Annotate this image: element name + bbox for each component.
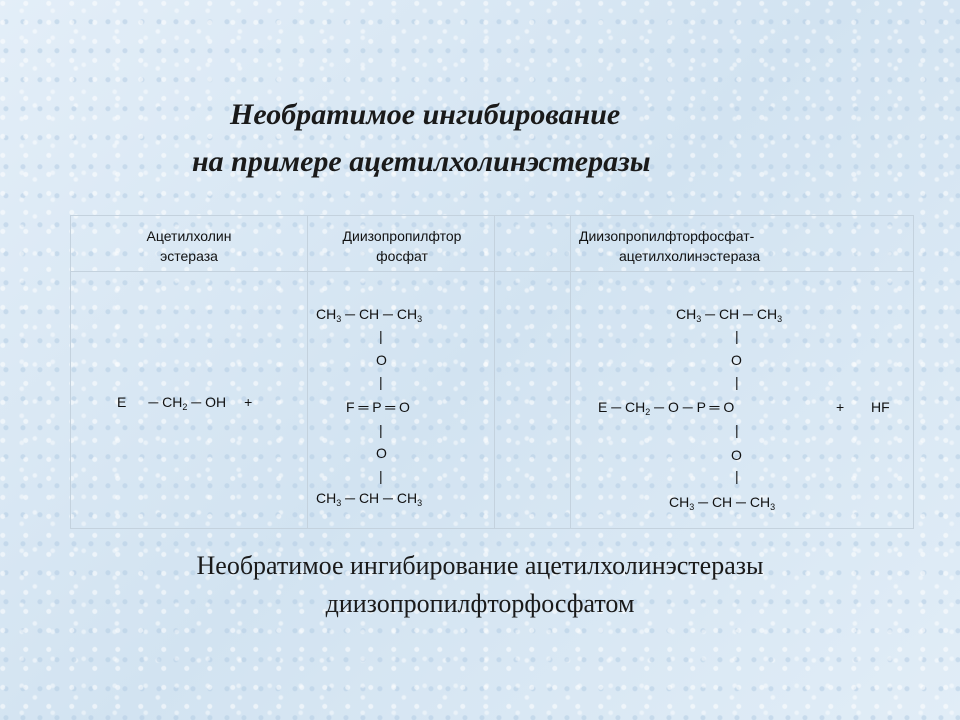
header-product-line-1: Диизопропилфторфосфат- <box>579 228 755 244</box>
ch3-text: CH <box>316 490 337 506</box>
bond: | <box>735 374 739 390</box>
ch-text: ─ CH ─ CH <box>341 306 418 322</box>
ch3-text: CH <box>316 306 337 322</box>
product-bottom-isopropyl <box>669 494 775 510</box>
enzyme-ch2: ─ CH <box>148 394 183 410</box>
e-ch2-text: E ─ CH <box>598 399 646 415</box>
header-product-line-2: ацетилхолинэстераза <box>619 248 761 264</box>
column-divider <box>570 216 571 528</box>
subscript: 3 <box>689 502 695 512</box>
bond: | <box>379 422 383 438</box>
slide-title-line-2: на примере ацетилхолинэстеразы <box>192 145 651 178</box>
oxygen-atom: O <box>376 445 387 461</box>
caption-line-1: Необратимое ингибирование ацетилхолинэстеразы <box>196 551 764 580</box>
subscript: 3 <box>336 314 342 324</box>
bond: | <box>735 422 739 438</box>
dfp-top-isopropyl <box>316 306 422 322</box>
header-dfp-line-1: Диизопропилфтор <box>342 228 462 244</box>
bond: | <box>379 468 383 484</box>
subscript: 3 <box>417 314 423 324</box>
slide-title-line-1: Необратимое ингибирование <box>230 98 621 131</box>
plus-sign: + <box>836 399 845 415</box>
ch-text: ─ CH ─ CH <box>701 306 778 322</box>
oxygen-atom: O <box>731 352 742 368</box>
caption-line-2: диизопропилфторфосфатом <box>325 589 635 618</box>
header-dfp-line-2: фосфат <box>376 248 428 264</box>
oxygen-atom: O <box>376 352 387 368</box>
subscript: 2 <box>182 402 188 412</box>
ch-text: ─ CH ─ CH <box>341 490 418 506</box>
ch-text: ─ CH ─ CH <box>694 494 771 510</box>
bond: | <box>735 468 739 484</box>
reaction-table <box>70 215 914 529</box>
subscript: 3 <box>417 498 423 508</box>
header-enzyme-line-2: эстераза <box>160 248 218 264</box>
header-enzyme <box>119 226 259 266</box>
plus-sign: + <box>244 394 253 410</box>
oxygen-atom: O <box>731 447 742 463</box>
bond: | <box>735 328 739 344</box>
subscript: 2 <box>645 407 651 417</box>
header-enzyme-line-1: Ацетилхолин <box>146 228 232 244</box>
product-center-chain <box>598 399 734 415</box>
subscript: 3 <box>770 502 776 512</box>
header-divider <box>71 271 913 272</box>
bond: | <box>379 374 383 390</box>
hf-byproduct: HF <box>871 399 890 415</box>
subscript: 3 <box>696 314 702 324</box>
ch3-text: CH <box>676 306 697 322</box>
dfp-bottom-isopropyl <box>316 490 422 506</box>
ch3-text: CH <box>669 494 690 510</box>
enzyme-symbol: E <box>117 394 127 410</box>
bond: | <box>379 328 383 344</box>
product-top-isopropyl <box>676 306 782 322</box>
o-p-o-text: ─ O ─ P ═ O <box>650 399 735 415</box>
dfp-phosphorus-center: F ═ P ═ O <box>346 399 410 415</box>
header-product <box>579 226 760 266</box>
column-divider <box>307 216 308 528</box>
header-dfp <box>309 226 495 266</box>
subscript: 3 <box>777 314 783 324</box>
enzyme-formula <box>117 394 252 410</box>
subscript: 3 <box>336 498 342 508</box>
enzyme-oh: ─ OH <box>187 394 227 410</box>
